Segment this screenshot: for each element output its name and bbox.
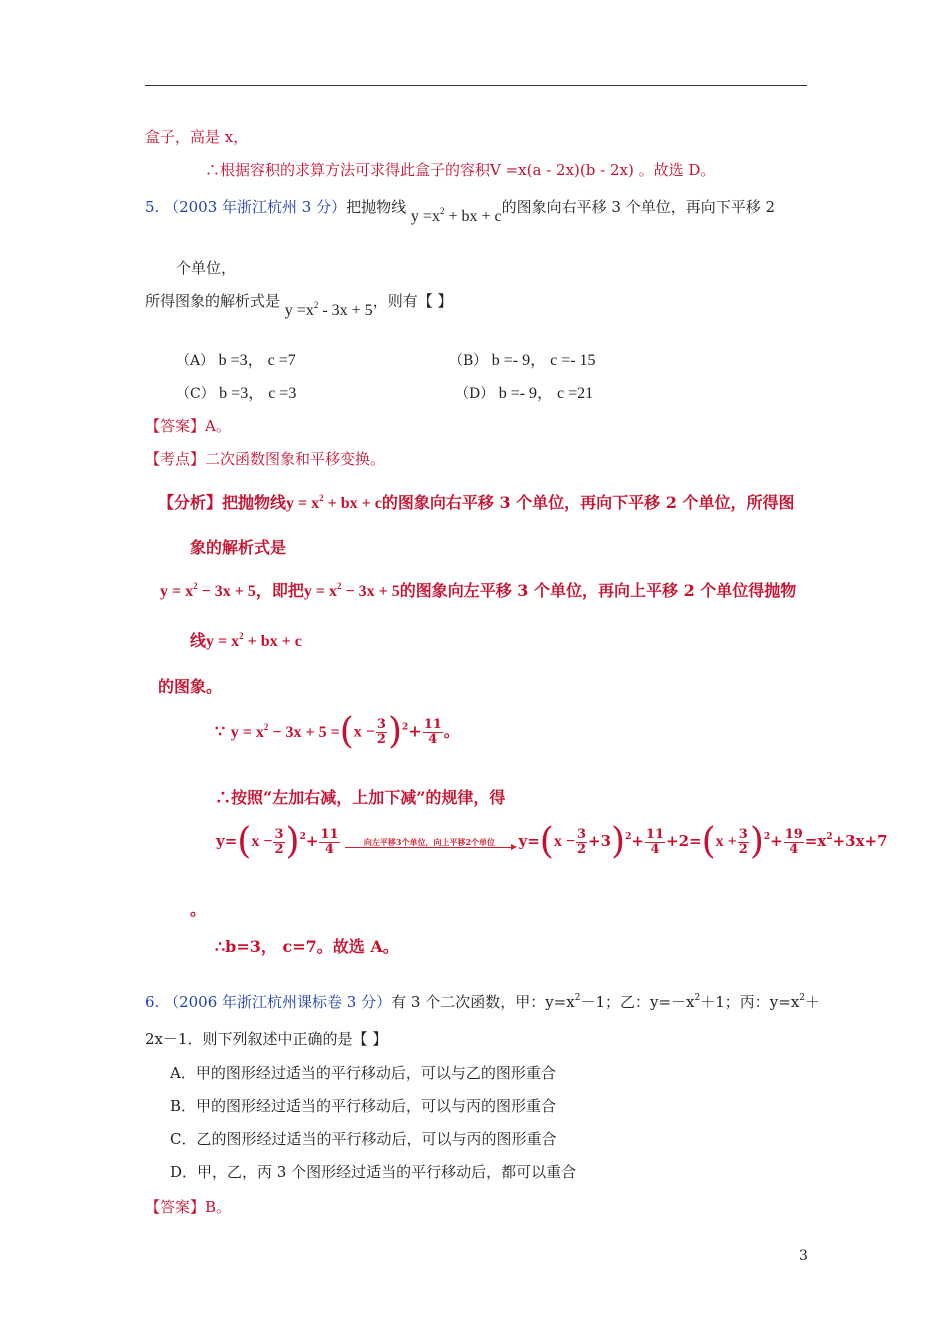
q5-stem-line2: 个单位，: [176, 259, 237, 277]
analysis-formula-2: $y = x^2 - 3x + 5$: [160, 581, 256, 600]
q5-option-b: （B） b =- 9， c =- 15: [449, 352, 596, 369]
analysis-formula-4: $y = x^2$ + bx + c: [206, 631, 302, 650]
prev-answer-line1: 盒子，高是 x，: [145, 128, 249, 146]
prev-answer-line2: ∴根据容积的求算方法可求得此盒子的容积V =x(a - 2x)(b - 2x) 。故选 D。: [205, 161, 716, 179]
q6-option-b: B．甲的图形经过适当的平行移动后，可以与丙的图形重合: [170, 1097, 557, 1115]
q6-option-d: D．甲，乙，丙 3 个图形经过适当的平行移动后，都可以重合: [170, 1163, 577, 1181]
q5-stem-line1: [145, 196, 776, 225]
q5-analysis-line2: 象的解析式是: [190, 538, 287, 557]
analysis-formula-1: $y = x^2$ + bx + c: [286, 493, 382, 512]
q6-number: 6.: [145, 993, 160, 1011]
analysis-formula-3: $y = x^2 - 3x + 5$: [303, 581, 400, 600]
q5-formula2: $y =x^2 - 3x + 5$: [284, 300, 373, 319]
q5-source: （2003 年浙江杭州 3 分）: [164, 198, 347, 216]
q5-analysis-line1: 【分析】把抛物线$y = x^2$ + bx + c的图象向右平移 3 个单位，再向下平移 2 个单位，所得图: [158, 493, 795, 512]
q6-stem-line2: 2x－1．则下列叙述中正确的是【 】: [145, 1030, 388, 1048]
q5-dot: 。: [190, 900, 207, 919]
q5-conclusion: ∴b=3， c=7。故选 A。: [215, 937, 399, 956]
q6-option-a: A．甲的图形经过适当的平行移动后，可以与乙的图形重合: [170, 1064, 556, 1082]
q5-analysis-line5: 的图象。: [158, 677, 223, 696]
q5-stem-line3: 所得图象的解析式是 $y =x^2 - 3x + 5$，则有【 】: [145, 292, 453, 319]
q5-text-a: 把抛物线: [346, 198, 407, 216]
q5-option-c: （C） b =3， c =3: [176, 385, 297, 402]
q5-transform-line: y=(x − $\frac{3}{2}$ )$^2$+ $\frac{11}{4}$ 向左平移3个单位，向上平移2个单位 y=(x − $\frac{3}{2}$ +3)$^2$+ $\frac{11}{4}$ +2=(x + $\frac{3}{2}$ )$^2$+ $\frac{19}{4}$ $=x^2+3x+7$: [216, 821, 888, 862]
q6-source: （2006 年浙江杭州课标卷 3 分）: [164, 993, 392, 1011]
q6-answer: 【答案】B。: [145, 1198, 232, 1216]
q5-answer: 【答案】A。: [145, 417, 231, 435]
q5-kaodian: 【考点】二次函数图象和平移变换。: [145, 450, 386, 468]
q5-rule-line: ∴按照“左加右减，上加下减”的规律，得: [215, 788, 506, 807]
q6-option-c: C．乙的图形经过适当的平行移动后，可以与丙的图形重合: [170, 1130, 557, 1148]
q5-analysis-line4: 线$y = x^2$ + bx + c: [190, 631, 302, 650]
q5-analysis-line3: $y = x^2 - 3x + 5$，即把$y = x^2 - 3x + 5$的图象向左平移 3 个单位，再向上平移 2 个单位得抛物: [160, 581, 797, 600]
q5-option-a: （A） b =3， c =7: [176, 352, 296, 369]
q5-formula1: $y =x^2$ + bx + c: [410, 206, 502, 225]
q6-stem-line1: 6. （2006 年浙江杭州课标卷 3 分）有 3 个二次函数，甲：$y=x^2-1$；乙：$y=-x^2+1$；丙：$y=x^2+$: [145, 993, 821, 1011]
transform-arrow: 向左平移3个单位，向上平移2个单位: [345, 837, 515, 848]
q5-number: 5.: [145, 198, 160, 216]
header-rule: [145, 85, 807, 86]
q5-text-b: 的图象向右平移 3 个单位，再向下平移 2: [501, 198, 776, 216]
q5-vertex-form: ∵ $y = x^2 - 3x + 5 =(x$ − $\frac{3}{2}$ )$^2$+ $\frac{11}{4}$ 。: [215, 711, 460, 752]
q5-option-d: （D） b =- 9， c =21: [455, 385, 594, 402]
page-number: 3: [799, 1248, 808, 1264]
